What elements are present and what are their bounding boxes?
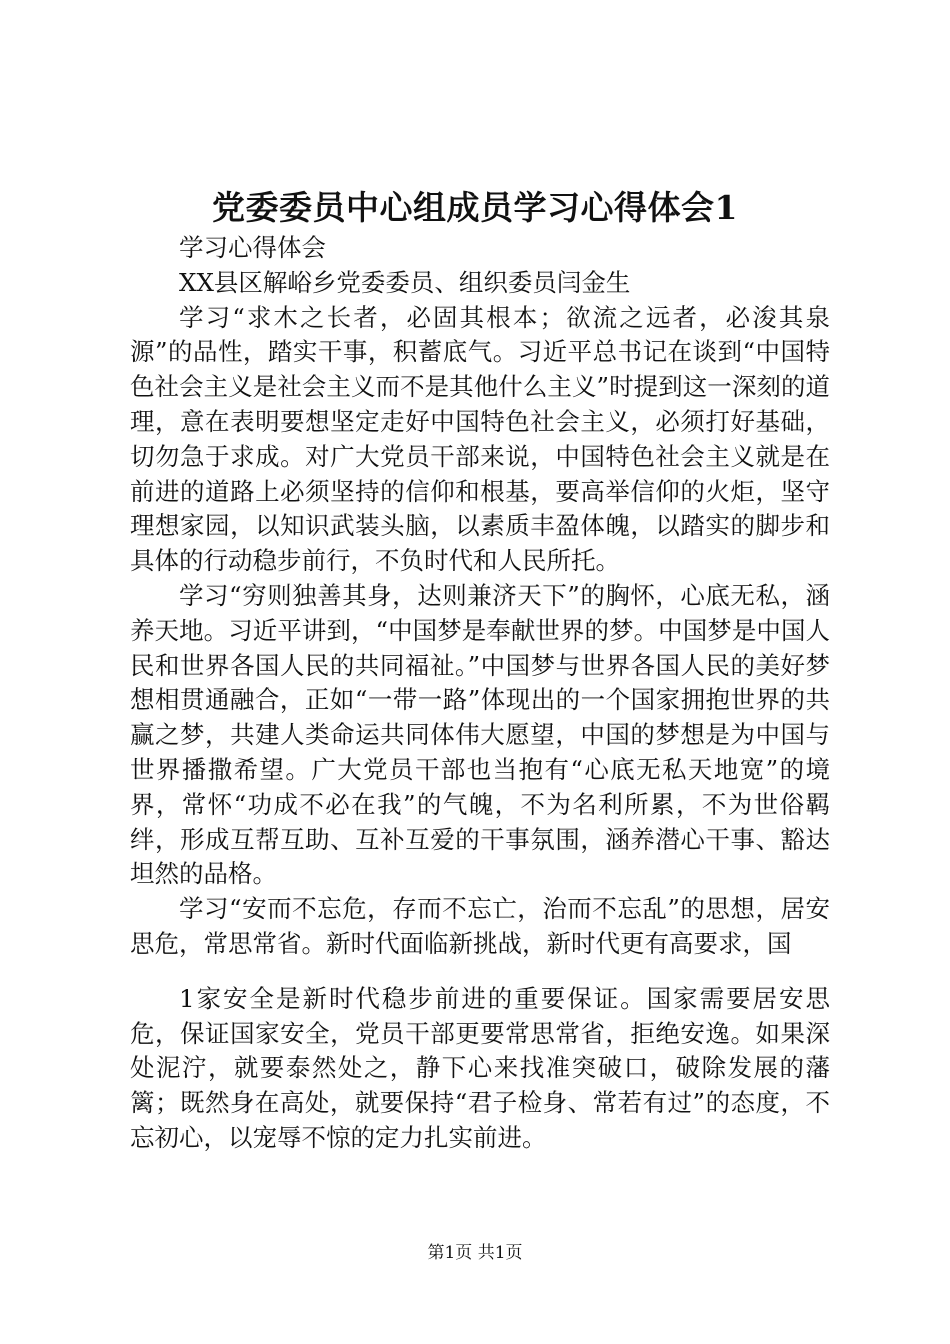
document-title: 党委委员中心组成员学习心得体会1 [212,188,738,227]
document-body [130,231,830,1156]
author-line: XX县区解峪乡党委委员、组织委员闫金生 [179,267,631,297]
subtitle-paragraph: 学习心得体会 [179,233,326,262]
body-paragraph-2: 学习“穷则独善其身，达则兼济天下”的胸怀，心底无私，涵养天地。习近平讲到，“中国梦是奉献世界的梦。中国梦是中国人民和世界各国人民的共同福祉。”中国梦与世界各国人民的美好梦想相贯通融合，正如“一带一路”体现出的一个国家拥抱世界的共赢之梦，共建人类命运共同体伟大愿望，中国的梦想是为中国与世界播撒希望。广大党员干部也当抱有“心底无私天地宽”的境界，常怀“功成不必在我”的气魄，不为名利所累，不为世俗羁绊，形成互帮互助、互补互爱的干事氛围，涵养潜心干事、豁达坦然的品格。 [130,580,830,889]
body-paragraph-1: 学习“求木之长者，必固其根本；欲流之远者，必浚其泉源”的品性，踏实干事，积蓄底气。习近平总书记在谈到“中国特色社会主义是社会主义而不是其他什么主义”时提到这一深刻的道理，意在表明要想坚定走好中国特色社会主义，必须打好基础，切勿急于求成。对广大党员干部来说，中国特色社会主义就是在前进的道路上必须坚持的信仰和根基，要高举信仰的火炬，坚守理想家园，以知识武装头脑，以素质丰盈体魄，以踏实的脚步和具体的行动稳步前行，不负时代和人民所托。 [130,302,830,576]
body-paragraph-3: 学习“安而不忘危，存而不忘亡，治而不忘乱”的思想，居安思危，常思常省。新时代面临新挑战，新时代更有高要求，国 [130,894,830,958]
page-footer: 第1页 共1页 [427,1243,523,1263]
body-paragraph-4: 1家安全是新时代稳步前进的重要保证。国家需要居安思危，保证国家安全，党员干部更要常思常省，拒绝安逸。如果深处泥泞，就要泰然处之，静下心来找准突破口，破除发展的藩篱；既然身在高处，就要保持“君子检身、常若有过”的态度，不忘初心，以宠辱不惊的定力扎实前进。 [130,983,830,1152]
